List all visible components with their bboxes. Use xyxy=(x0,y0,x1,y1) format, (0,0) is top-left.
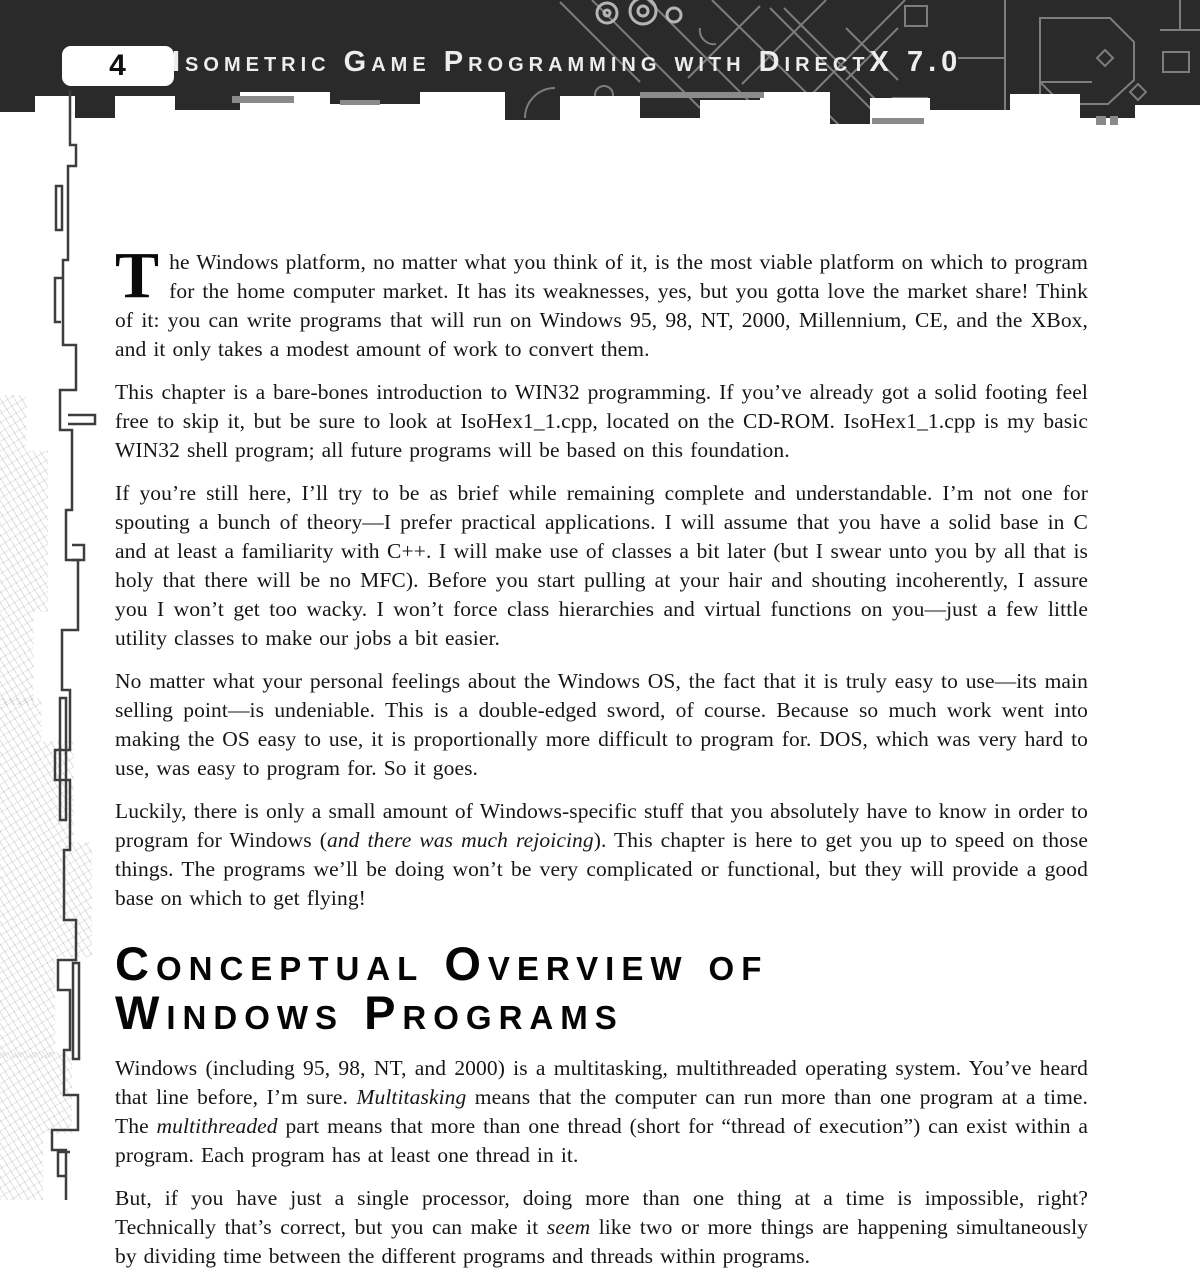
section-heading xyxy=(115,939,1088,1037)
body-paragraph: Luckily, there is only a small amount of Windows-specific stuff that you absolutely have to know in order to program for Windows (and there was much rejoicing). This chapter is here to get you up to speed on those things. The programs we’ll be doing won’t be very complicated or functional, but they will provide a good base on which to get flying! xyxy=(115,799,1088,910)
page-number-badge xyxy=(62,46,174,86)
section-heading-line1: Conceptual Overview of xyxy=(115,937,769,990)
left-circuit-trace xyxy=(0,90,130,1200)
page-body xyxy=(115,239,1089,1285)
page-header xyxy=(0,0,1200,130)
page-number: 4 xyxy=(109,49,127,82)
body-paragraph: But, if you have just a single processor, doing more than one thing at a time is impossible, right? Technically that’s correct, but you can make it seem like two or more things are happening simultaneously by dividing time between the different programs and threads within programs. xyxy=(115,1186,1088,1268)
intro-paragraphs xyxy=(115,239,1088,913)
body-paragraph: No matter what your personal feelings about the Windows OS, the fact that it is truly easy to use—its main selling point—is undeniable. This is a double-edged sword, of course. Because so much work went into making the OS easy to use, it is proportionally more difficult to program for. DOS, which was very hard to use, was easy to program for. So it goes. xyxy=(115,669,1088,780)
book-title: Isometric Game Programming with DirectX 7.0 xyxy=(172,46,963,78)
body-paragraph: The Windows platform, no matter what you think of it, is the most viable platform on which to program for the home computer market. It has its weaknesses, yes, but you gotta love the market share! Think of it: you can write programs that will run on Windows 95, 98, NT, 2000, Millennium, CE, and the XBox, and it only takes a modest amount of work to convert them. xyxy=(115,239,1088,361)
body-paragraph: This chapter is a bare-bones introduction to WIN32 programming. If you’ve already got a solid footing feel free to skip it, but be sure to look at IsoHex1_1.cpp, located on the CD-ROM. IsoHex1_1.cpp is my basic WIN32 shell program; all future programs will be based on this foundation. xyxy=(115,380,1088,462)
left-margin-hatch-pattern xyxy=(0,395,48,705)
drop-cap: T xyxy=(115,239,160,312)
body-paragraph: If you’re still here, I’ll try to be as brief while remaining complete and understandable. I’m not one for spouting a bunch of theory—I prefer practical applications. I will assume that you have a solid base in C and at least a familiarity with C++. I will make use of classes a bit later (but I swear unto you by all that is holy that there will be no MFC). Before you start pulling at your hair and shouting incoherently, I assure you I won’t get too wacky. I won’t force class hierarchies and virtual functions on you—just a few little utility classes to make our jobs a bit easier. xyxy=(115,481,1088,650)
section-heading-line2: Windows Programs xyxy=(115,986,624,1039)
left-margin-hatch-pattern xyxy=(0,1052,72,1200)
body-paragraph: Windows (including 95, 98, NT, and 2000) is a multitasking, multithreaded operating system. You’ve heard that line before, I’m sure. Multitasking means that the computer can run more than one program at a time. The multithreaded part means that more than one thread (short for “thread of execution”) can exist within a program. Each program has at least one thread in it. xyxy=(115,1056,1089,1167)
left-margin-hatch-pattern xyxy=(0,698,92,1058)
section-paragraphs xyxy=(115,1054,1088,1271)
